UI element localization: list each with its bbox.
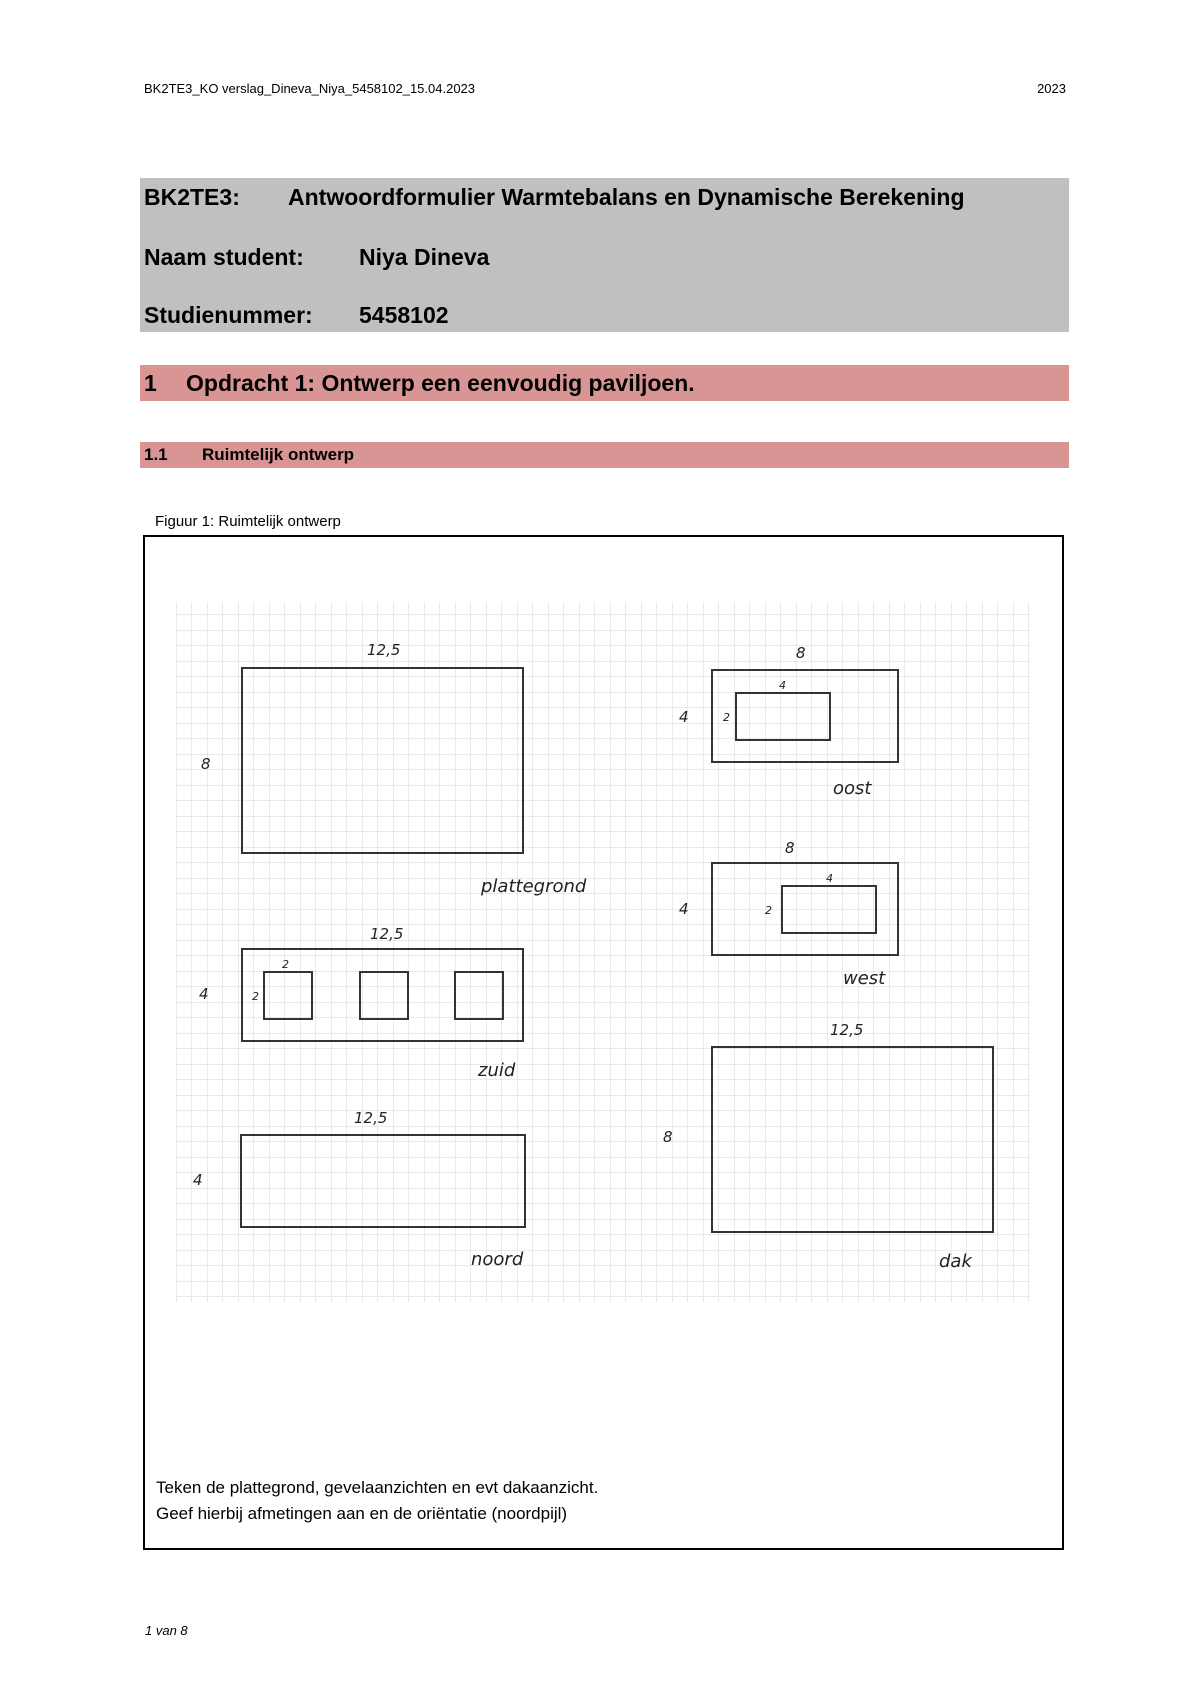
graph-paper xyxy=(175,602,1030,1302)
south-window-height: 2 xyxy=(252,990,259,1003)
section-title: Opdracht 1: Ontwerp een eenvoudig paviljoen. xyxy=(186,370,695,396)
west-window-height: 2 xyxy=(765,904,772,917)
section-number: 1 xyxy=(144,370,157,396)
subsection-number: 1.1 xyxy=(144,445,168,464)
figure-frame xyxy=(143,535,1064,1550)
east-window-width: 4 xyxy=(779,679,786,692)
north-height: 4 xyxy=(193,1171,203,1189)
student-number: 5458102 xyxy=(359,302,449,328)
instruction-line-1: Teken de plattegrond, gevelaanzichten en evt dakaanzicht. xyxy=(156,1478,599,1497)
south-height: 4 xyxy=(199,985,209,1003)
student-info-box xyxy=(140,178,1069,332)
section-heading-1 xyxy=(140,365,1069,401)
running-header: BK2TE3_KO verslag_Dineva_Niya_5458102_15.04.2023 xyxy=(144,81,476,96)
figure-caption: Figuur 1: Ruimtelijk ontwerp xyxy=(155,513,341,530)
subsection-title: Ruimtelijk ontwerp xyxy=(202,445,355,464)
section-heading-1-1 xyxy=(140,442,1069,468)
floorplan-height: 8 xyxy=(201,755,211,773)
roof-width: 12,5 xyxy=(830,1021,864,1039)
west-height: 4 xyxy=(679,900,689,918)
roof-label: dak xyxy=(939,1251,972,1272)
east-width: 8 xyxy=(796,644,806,662)
student-label: Naam student: xyxy=(144,244,304,270)
sketch-drawing xyxy=(145,537,1062,1548)
student-name: Niya Dineva xyxy=(359,244,490,270)
east-height: 4 xyxy=(679,708,689,726)
west-window-width: 4 xyxy=(826,872,833,885)
east-window-height: 2 xyxy=(723,711,730,724)
roof-height: 8 xyxy=(663,1128,673,1146)
running-header-year: 2023 xyxy=(1037,81,1066,96)
number-label: Studienummer: xyxy=(144,302,313,328)
floorplan-label: plattegrond xyxy=(481,876,587,897)
page-number: 1 van 8 xyxy=(145,1623,188,1638)
floorplan-width: 12,5 xyxy=(367,641,401,659)
north-width: 12,5 xyxy=(354,1109,388,1127)
east-label: oost xyxy=(833,778,872,799)
south-label: zuid xyxy=(478,1060,516,1081)
west-label: west xyxy=(843,968,886,989)
south-window-width: 2 xyxy=(282,958,289,971)
north-label: noord xyxy=(471,1249,524,1270)
south-width: 12,5 xyxy=(370,925,404,943)
instruction-line-2: Geef hierbij afmetingen aan en de oriëntatie (noordpijl) xyxy=(156,1504,568,1523)
west-width: 8 xyxy=(785,839,795,857)
course-title: Antwoordformulier Warmtebalans en Dynamische Berekening xyxy=(288,184,965,210)
course-label: BK2TE3: xyxy=(144,184,240,210)
